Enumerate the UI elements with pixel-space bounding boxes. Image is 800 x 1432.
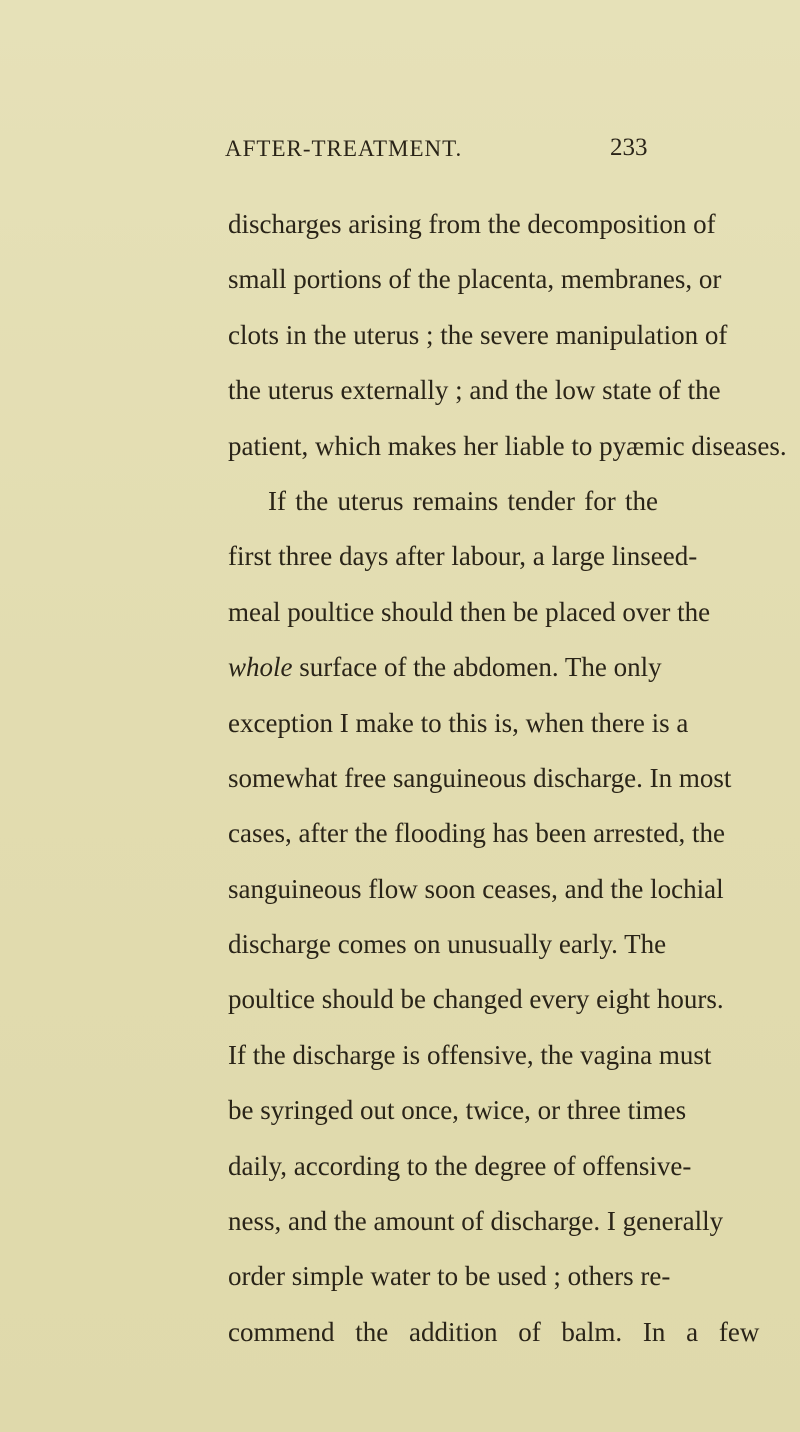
text-line: clots in the uterus ; the severe manipulation of	[228, 319, 728, 350]
text-line-rest: surface of the abdomen. The only	[292, 652, 662, 683]
text-line: first three days after labour, a large linseed-	[228, 541, 698, 572]
text-line-with-emphasis	[228, 647, 662, 702]
text-line: exception I make to this is, when there is a	[228, 707, 689, 738]
text-line: discharge comes on unusually early. The	[228, 929, 667, 960]
text-line: ness, and the amount of discharge. I generally	[228, 1206, 724, 1237]
text-line: sanguineous flow soon ceases, and the lochial	[228, 873, 724, 904]
body-text	[228, 204, 787, 1367]
text-line: discharges arising from the decomposition of	[228, 209, 716, 239]
running-head	[0, 136, 800, 172]
emphasis-word: whole	[228, 652, 293, 683]
text-line: daily, according to the degree of offensive-	[228, 1150, 692, 1181]
running-title: AFTER-TREATMENT.	[225, 136, 463, 161]
page-number: 233	[610, 134, 648, 161]
text-line: order simple water to be used ; others re-	[228, 1261, 671, 1292]
text-line: patient, which makes her liable to pyæmic diseases.	[228, 430, 787, 461]
paragraph-first-line: If the uterus remains tender for the	[268, 485, 658, 516]
text-line: meal poultice should then be placed over the	[228, 596, 711, 627]
text-line: small portions of the placenta, membranes, or	[228, 264, 722, 295]
text-line: commend the addition of balm. In a few	[228, 1316, 760, 1347]
text-line: somewhat free sanguineous discharge. In most	[228, 762, 732, 793]
text-line: the uterus externally ; and the low state of the	[228, 375, 721, 406]
text-line: cases, after the flooding has been arrested, the	[228, 818, 726, 849]
text-line: be syringed out once, twice, or three times	[228, 1095, 687, 1126]
text-line: poultice should be changed every eight hours.	[228, 984, 724, 1015]
text-line: If the discharge is offensive, the vagina must	[228, 1039, 712, 1070]
